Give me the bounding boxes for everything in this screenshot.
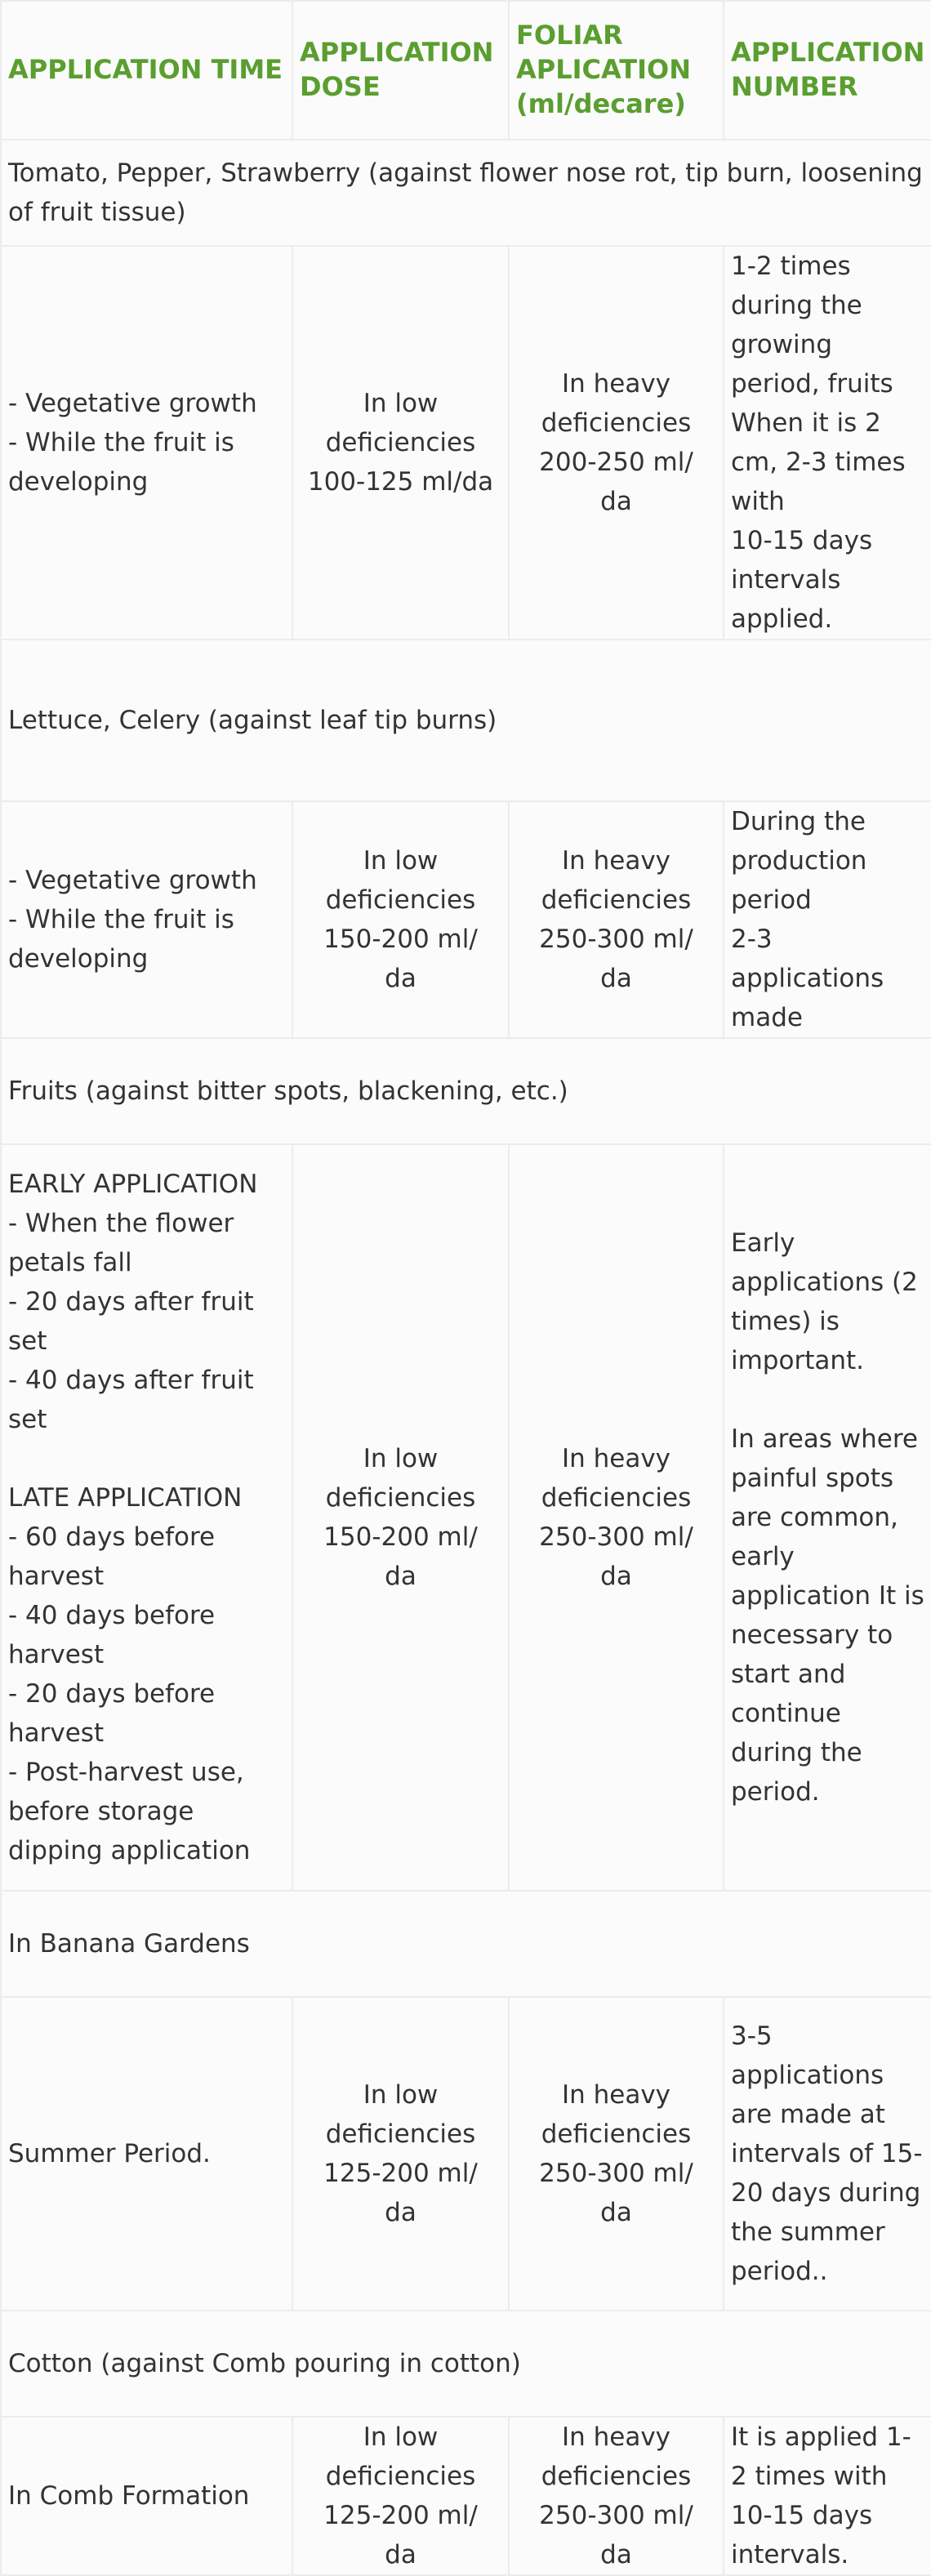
application-number-cell (724, 1144, 931, 1891)
section-title-row (1, 140, 931, 246)
cell-line: - While the fruit is developing (8, 905, 234, 974)
application-dose-cell (292, 1997, 509, 2311)
cell-line: da (385, 1562, 416, 1591)
cell-line: - While the fruit is developing (8, 428, 234, 497)
cell-line: deficiencies (541, 2462, 692, 2491)
cell-line: 125-200 ml/ (323, 2501, 478, 2530)
cell-line: In heavy (561, 2080, 671, 2110)
cell-line: deficiencies (541, 885, 692, 915)
table-row (1, 801, 931, 1038)
cell-line: In low (363, 2422, 439, 2452)
blank-line (731, 1380, 924, 1419)
foliar-application-cell (509, 801, 724, 1038)
cell-line: deficiencies (541, 1483, 692, 1513)
cell-line: deficiencies (325, 428, 476, 457)
header-row (1, 1, 931, 140)
cell-line: 1-2 times during the growing period, fruits When it is 2 cm, 2-3 times with (731, 252, 906, 516)
header-application-time: APPLICATION TIME (1, 1, 292, 140)
cell-line: In heavy (561, 1444, 671, 1473)
cell-line: da (600, 964, 632, 993)
cell-line: During the production period (731, 807, 867, 915)
cell-line: - 20 days after fruit set (8, 1287, 254, 1356)
cell-line: - 40 days before harvest (8, 1601, 216, 1669)
cell-line: 250-300 ml/ (539, 925, 693, 954)
table-row (1, 1997, 931, 2311)
cell-line: - Post-harvest use, before storage dipping application (8, 1758, 251, 1865)
section-title: In Banana Gardens (1, 1891, 931, 1997)
header-application-dose: APPLICATION DOSE (292, 1, 509, 140)
application-number-cell (724, 246, 931, 640)
cell-line: da (385, 2540, 416, 2569)
cell-line: In heavy (561, 369, 671, 399)
cell-line: 200-250 ml/ (539, 448, 693, 477)
cell-line: EARLY APPLICATION (8, 1170, 258, 1199)
cell-line: In heavy (561, 846, 671, 876)
section-title-row (1, 640, 931, 801)
section-title-row (1, 2311, 931, 2417)
cell-line: 250-300 ml/ (539, 1522, 693, 1552)
cell-line: In heavy (561, 2422, 671, 2452)
cell-line: LATE APPLICATION (8, 1483, 243, 1513)
cell-line: In low (363, 2080, 439, 2110)
cell-line: Early applications (2 times) is important. (731, 1228, 918, 1375)
application-number-cell (724, 1997, 931, 2311)
table-row (1, 1144, 931, 1891)
cell-line: deficiencies (541, 2119, 692, 2149)
blank-line (8, 1439, 285, 1478)
application-dose-cell (292, 801, 509, 1038)
cell-line: da (600, 1562, 632, 1591)
foliar-application-cell (509, 246, 724, 640)
cell-line: In low (363, 846, 439, 876)
section-title-row (1, 1038, 931, 1144)
section-title: Cotton (against Comb pouring in cotton) (1, 2311, 931, 2417)
application-dose-cell (292, 1144, 509, 1891)
cell-line: Summer Period. (8, 2139, 211, 2168)
foliar-application-cell (509, 1997, 724, 2311)
cell-line: da (385, 964, 416, 993)
cell-line: 250-300 ml/ (539, 2501, 693, 2530)
application-time-cell (1, 1144, 292, 1891)
cell-line: It is applied 1-2 times with 10-15 days intervals. (731, 2422, 911, 2569)
cell-line: In low (363, 1444, 439, 1473)
cell-line: deficiencies (541, 408, 692, 438)
cell-line: - 60 days before harvest (8, 1522, 216, 1591)
cell-line: da (600, 2198, 632, 2227)
cell-line: deficiencies (325, 2462, 476, 2491)
section-title: Lettuce, Celery (against leaf tip burns) (1, 640, 931, 801)
cell-line: deficiencies (325, 2119, 476, 2149)
cell-line: - When the flower petals fall (8, 1209, 234, 1277)
cell-line: - 20 days before harvest (8, 1679, 216, 1748)
cell-line: 250-300 ml/ (539, 2159, 693, 2188)
cell-line: da (600, 2540, 632, 2569)
section-title: Tomato, Pepper, Strawberry (against flower nose rot, tip burn, loosening of fruit tissue) (1, 140, 931, 246)
cell-line: da (385, 2198, 416, 2227)
header-application-number: APPLICATION NUMBER (724, 1, 931, 140)
cell-line: 10-15 days intervals applied. (731, 526, 873, 634)
foliar-application-cell (509, 1144, 724, 1891)
cell-line: 100-125 ml/da (307, 467, 494, 497)
cell-line: 150-200 ml/ (323, 1522, 478, 1552)
cell-line: In Comb Formation (8, 2481, 250, 2511)
cell-line: - Vegetative growth (8, 389, 257, 418)
cell-line: deficiencies (325, 885, 476, 915)
application-time-cell (1, 246, 292, 640)
cell-line: 125-200 ml/ (323, 2159, 478, 2188)
section-title-row (1, 1891, 931, 1997)
cell-line: da (600, 487, 632, 516)
header-foliar-unit: (ml/decare) (516, 88, 686, 119)
table-row (1, 246, 931, 640)
section-title: Fruits (against bitter spots, blackening, etc.) (1, 1038, 931, 1144)
application-time-cell (1, 1997, 292, 2311)
cell-line: deficiencies (325, 1483, 476, 1513)
application-dose-cell (292, 246, 509, 640)
header-foliar-application (509, 1, 724, 140)
cell-line: In areas where painful spots are common, early application It is necessary to start and continue during the period. (731, 1424, 924, 1807)
cell-line: In low (363, 389, 439, 418)
cell-line: 3-5 applications are made at intervals of 15-20 days during the summer period.. (731, 2021, 923, 2286)
application-time-cell (1, 801, 292, 1038)
cell-line: - 40 days after fruit set (8, 1366, 254, 1434)
cell-line: 2-3 applications made (731, 925, 884, 1032)
cell-line: 150-200 ml/ (323, 925, 478, 954)
cell-line: - Vegetative growth (8, 866, 257, 895)
application-number-cell (724, 801, 931, 1038)
header-foliar-label: FOLIAR APLICATION (516, 20, 691, 85)
